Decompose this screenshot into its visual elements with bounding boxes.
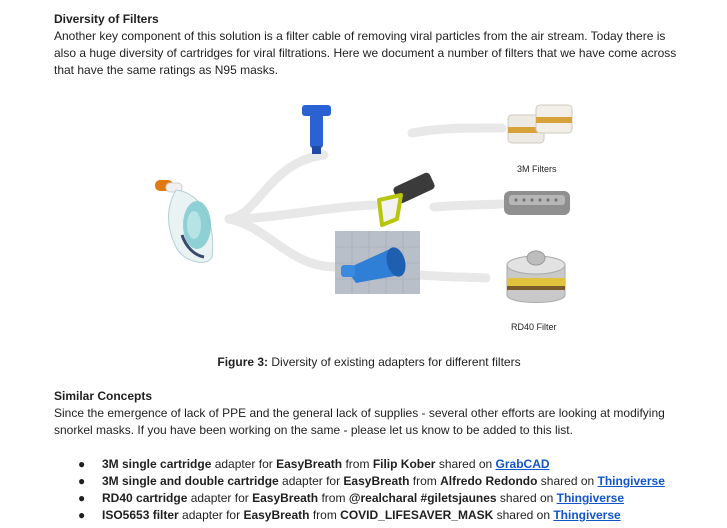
similar-concepts-section	[54, 388, 684, 439]
item-author: Filip Kober	[372, 457, 436, 471]
section-heading-similar-concepts: Similar Concepts	[54, 389, 153, 403]
list-item	[54, 507, 684, 524]
item-text: shared on	[493, 508, 554, 522]
item-name: ISO5653 filter	[102, 508, 179, 522]
item-text: shared on	[496, 491, 557, 505]
item-text: shared on	[435, 457, 496, 471]
rd40-band-brown	[507, 286, 565, 290]
thingiverse-link[interactable]: Thingiverse	[597, 474, 665, 488]
render-cone-tip	[341, 265, 355, 277]
adapter-foot	[312, 146, 321, 154]
rd40-filter-label: RD40 Filter	[511, 322, 557, 332]
connector-3m-bottom	[434, 204, 502, 207]
list-item	[54, 456, 684, 473]
item-name: 3M single cartridge	[102, 457, 212, 471]
item-text: from	[309, 508, 341, 522]
3d-render-image	[335, 231, 420, 294]
section-paragraph-similar-concepts: Since the emergence of lack of PPE and the general lack of supplies - several other efforts are looking at modifying snorkel masks. If you have been working on the same - please let us know to be added to this list.	[54, 406, 665, 437]
connector-bottom	[229, 219, 336, 267]
3m-filters-label: 3M Filters	[517, 164, 557, 174]
item-product: EasyBreath	[276, 457, 343, 471]
item-name: RD40 cartridge	[102, 491, 188, 505]
item-author: COVID_LIFESAVER_MASK	[340, 508, 494, 522]
item-author: @realcharal #giletsjaunes	[348, 491, 497, 505]
item-product: EasyBreath	[343, 474, 410, 488]
bullet: ●	[78, 491, 86, 505]
item-text: from	[409, 474, 441, 488]
rd40-thread	[527, 251, 545, 265]
item-author: Alfredo Redondo	[440, 474, 538, 488]
filter-adapter-yellow-image	[379, 171, 436, 225]
3m-filters-image	[508, 105, 572, 174]
blue-adapter-image	[302, 105, 331, 154]
mask-visor-highlight	[187, 211, 201, 239]
document-body	[54, 11, 684, 524]
figure-caption-text: Diversity of existing adapters for different filters	[268, 355, 521, 369]
connector-3m-top	[412, 128, 502, 133]
section-paragraph-filters: Another key component of this solution is a filter cable of removing viral particles from the air stream. Today there is also a huge diversity of cartridges for viral filtrations. Here we document a number of filters that we have come across that have the same ratings as N95 masks.	[54, 29, 677, 77]
section-heading-filters: Diversity of Filters	[54, 12, 159, 26]
item-text: from	[342, 457, 373, 471]
bullet: ●	[78, 474, 86, 488]
snorkel-mask-image	[155, 180, 213, 262]
figure-illustration	[54, 97, 684, 352]
list-item	[54, 473, 684, 490]
item-product: EasyBreath	[252, 491, 319, 505]
connector-rd40	[420, 275, 486, 278]
adapter-ring	[379, 195, 401, 225]
figure-caption	[54, 354, 684, 371]
grabcad-link[interactable]: GrabCAD	[495, 457, 550, 471]
item-text: adapter for	[187, 491, 253, 505]
rd40-filter-image	[507, 251, 565, 332]
thingiverse-link[interactable]: Thingiverse	[553, 508, 621, 522]
3m-cartridge-right-band	[536, 117, 572, 123]
bullet: ●	[78, 508, 86, 522]
list-item	[54, 490, 684, 507]
pancake-filter-image	[504, 191, 570, 215]
item-text: adapter for	[178, 508, 244, 522]
item-text: adapter for	[278, 474, 344, 488]
item-text: adapter for	[211, 457, 277, 471]
item-product: EasyBreath	[243, 508, 310, 522]
item-name: 3M single and double cartridge	[102, 474, 279, 488]
figure-caption-prefix: Figure 3:	[217, 355, 269, 369]
similar-concepts-list	[54, 456, 684, 524]
item-text: shared on	[537, 474, 598, 488]
thingiverse-link[interactable]: Thingiverse	[556, 491, 624, 505]
rd40-band-yellow	[507, 278, 565, 286]
adapter-stem	[310, 114, 323, 148]
item-text: from	[318, 491, 349, 505]
bullet: ●	[78, 457, 86, 471]
figure-adapters	[54, 97, 684, 352]
